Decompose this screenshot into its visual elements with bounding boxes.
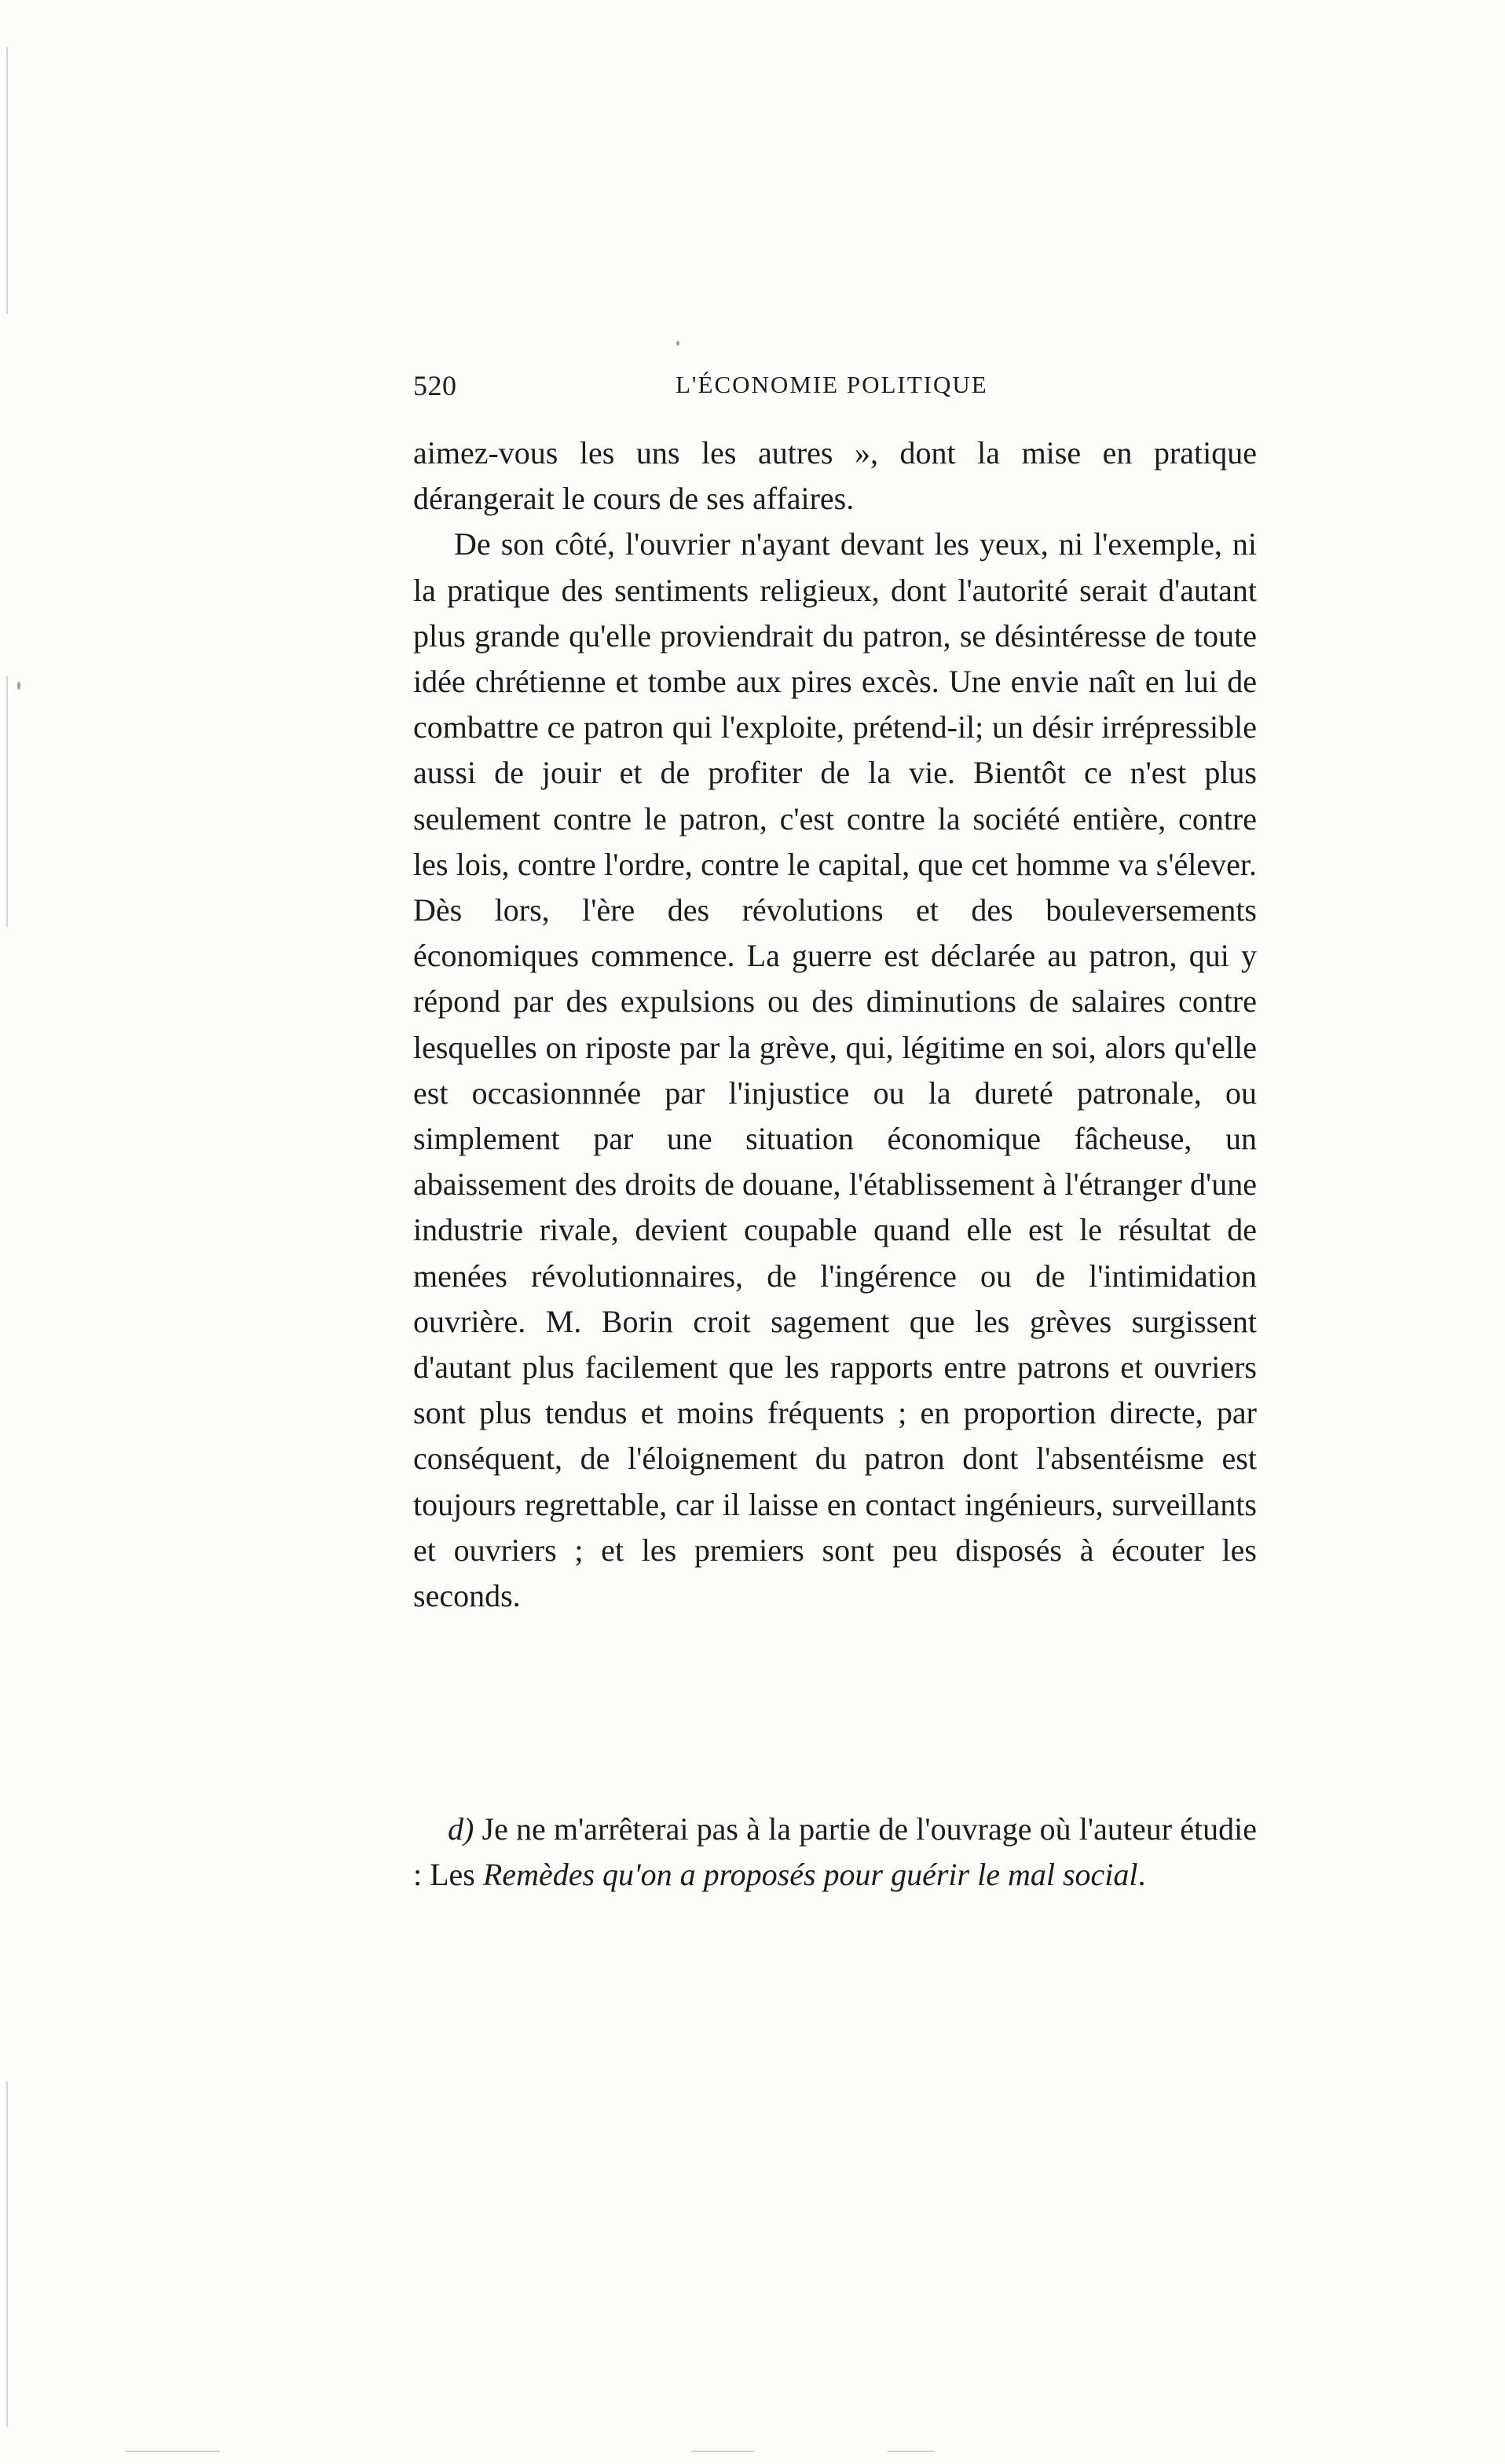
final-paragraph-text (413, 1807, 1257, 1898)
final-text-start: Je ne m'arrêterai pas à la partie de l'ouvrage où l'auteur étudie : Les (413, 1811, 1257, 1893)
scan-margin-line (6, 47, 8, 314)
final-paragraph (413, 1807, 1257, 1898)
page-number: 520 (413, 370, 457, 401)
scan-speck (676, 341, 679, 346)
paragraph-main: De son côté, l'ouvrier n'ayant devant les yeux, ni l'exemple, ni la pratique des sentiments religieux, dont l'autorité serait d'autant plus grande qu'elle proviendrait du patron, se désintéresse de toute idée chrétienne et tombe aux pires excès. Une envie naît en lui de combattre ce patron qui l'exploite, prétend-il; un désir irrépressible aussi de jouir et de profiter de la vie. Bientôt ce n'est plus seulement contre le patron, c'est contre la société entière, contre les lois, contre l'ordre, contre le capital, que cet homme va s'élever. Dès lors, l'ère des révolutions et des bouleversements économiques commence. La guerre est déclarée au patron, qui y répond par des expulsions ou des diminutions de salaires contre lesquelles on riposte par la grève, qui, légitime en soi, alors qu'elle est occasionnnée par l'injustice ou la dureté patronale, ou simplement par une situation économique fâcheuse, un abaissement des droits de douane, l'établissement à l'étranger d'une industrie rivale, devient coupable quand elle est le résultat de menées révolutionnaires, de l'ingérence ou de l'intimidation ouvrière. M. Borin croit sagement que les grèves surgissent d'autant plus facilement que les rapports entre patrons et ouvriers sont plus tendus et moins fréquents ; en proportion directe, par conséquent, de l'éloignement du patron dont l'absentéisme est toujours regrettable, car il laisse en contact ingénieurs, surveillants et ouvriers ; et les premiers sont peu disposés à écouter les seconds. (413, 526, 1257, 1614)
scan-margin-line (6, 675, 8, 927)
section-marker: d) (448, 1811, 474, 1847)
running-title: L'ÉCONOMIE POLITIQUE (676, 371, 988, 398)
scan-bottom-mark (691, 2451, 754, 2452)
body-text (413, 430, 1257, 1619)
scan-bottom-mark (126, 2451, 220, 2452)
scan-bottom-mark (888, 2451, 935, 2452)
scan-speck (17, 682, 20, 690)
page-header (413, 369, 1257, 416)
scan-margin-line (6, 2081, 8, 2427)
italic-title: Remèdes qu'on a proposés pour guérir le mal social (482, 1857, 1138, 1893)
final-text-end: . (1137, 1857, 1146, 1893)
paragraph-continuation: aimez-vous les uns les autres », dont la mise en pratique dérangerait le cours de ses affaires. (413, 435, 1257, 517)
